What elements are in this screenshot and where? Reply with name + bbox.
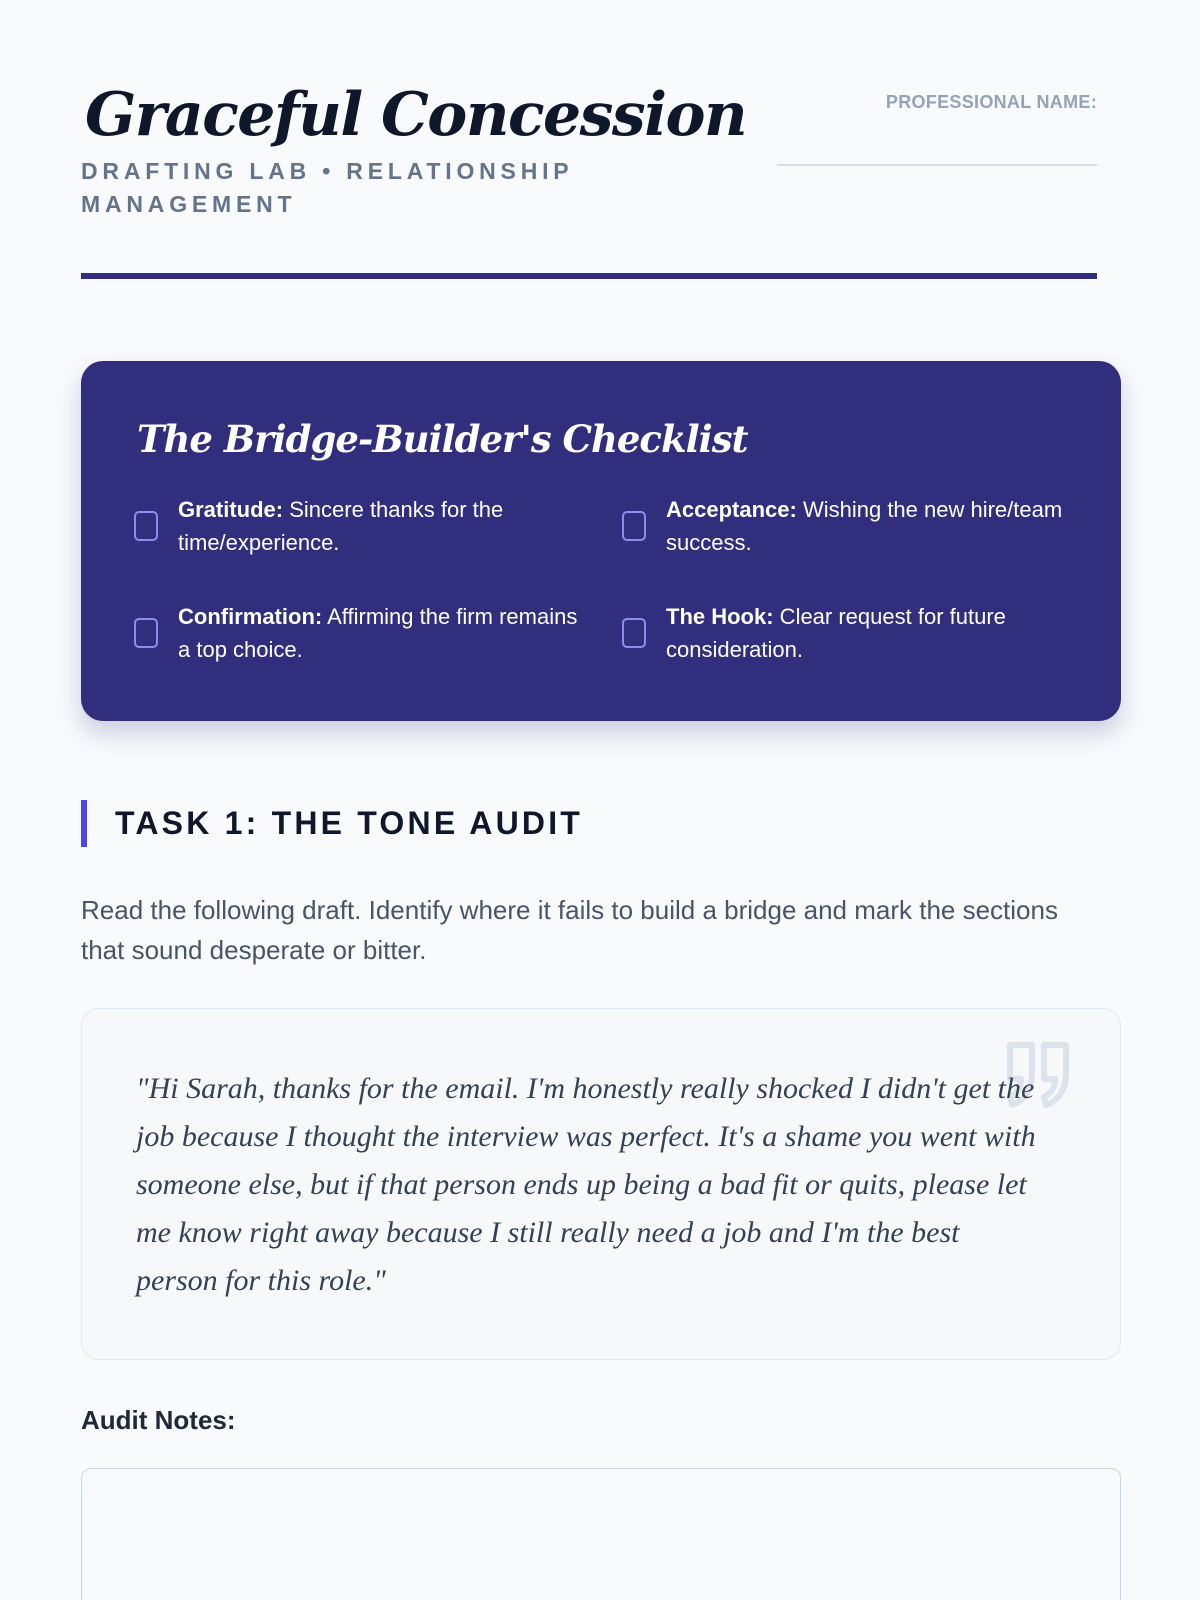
checkbox[interactable]: [622, 511, 646, 541]
bridge-builder-checklist: [81, 361, 1121, 721]
checklist-title: The Bridge-Builder's Checklist: [137, 417, 748, 461]
checklist-item-description: Sincere thanks for the time/experience.: [178, 497, 504, 555]
checklist-item-lead: The Hook:: [666, 604, 774, 629]
header-divider: [81, 273, 1097, 279]
checklist-item-lead: Gratitude:: [178, 497, 284, 522]
checklist-item-text: [666, 600, 1066, 666]
page-header: [81, 0, 1097, 282]
checklist-item-description: Clear request for future consideration.: [666, 604, 1006, 662]
checklist-item-description: Wishing the new hire/team success.: [666, 497, 1063, 555]
checklist-item-text: [178, 493, 578, 559]
checkbox[interactable]: [134, 511, 158, 541]
checkbox[interactable]: [134, 618, 158, 648]
checklist-item-text: [666, 493, 1066, 559]
page-title: Graceful Concession: [85, 80, 747, 150]
task-description: Read the following draft. Identify where it fails to build a bridge and mark the sections that sound desperate or bitter.: [81, 895, 1058, 965]
audit-notes-label: Audit Notes:: [81, 1405, 236, 1435]
draft-quote-text: "Hi Sarah, thanks for the email. I'm honestly really shocked I didn't get the job because I thought the interview was perfect. It's a shame you went with someone else, but if that person ends up being a bad fit or quits, please let me know right away because I still really need a job and I'm the best person for this role.": [136, 1072, 1036, 1297]
checklist-item-description: Affirming the firm remains a top choice.: [178, 604, 578, 662]
task-heading: TASK 1: THE TONE AUDIT: [115, 805, 584, 841]
draft-quote-box: [81, 1008, 1121, 1360]
section-accent-bar: [81, 800, 87, 847]
checklist-item-lead: Confirmation:: [178, 604, 323, 629]
checklist-item-lead: Acceptance:: [666, 497, 797, 522]
checklist-item-text: [178, 600, 578, 666]
audit-notes-input[interactable]: [81, 1468, 1121, 1600]
page-subtitle: DRAFTING LAB • RELATIONSHIP MANAGEMENT: [81, 158, 574, 217]
professional-name-field[interactable]: [777, 164, 1097, 166]
professional-name-label: PROFESSIONAL NAME:: [885, 92, 1097, 112]
checkbox[interactable]: [622, 618, 646, 648]
